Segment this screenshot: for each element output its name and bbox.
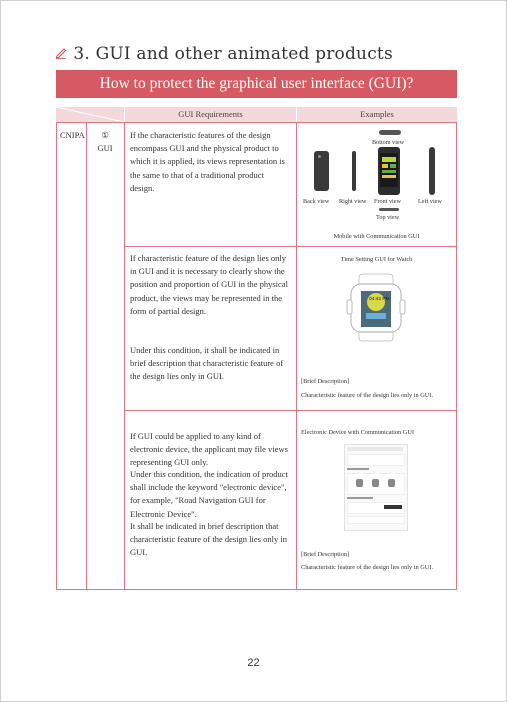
page-number: 22 [247,657,260,669]
rule [456,122,457,590]
rule [56,122,457,123]
requirement-3a: If GUI could be applied to any kind of electronic device, the applicant may file views representing GUI only. [130,431,288,468]
section-heading [55,44,393,64]
header-requirements: GUI Requirements [125,107,296,122]
front-view-label: Front view [374,198,401,205]
gui-panel [347,473,405,495]
gui-panel [347,516,405,524]
office-label: CNIPA [60,130,85,140]
watch-time: 04:42 PM [369,297,390,302]
screen-tile [382,157,396,162]
gui-icon [388,479,395,487]
screen-tile [382,164,388,168]
header-corner [56,107,124,122]
phone-screen [380,153,398,187]
screen-tile [390,164,396,168]
item-number: ① [101,130,109,140]
left-view-label: Left view [418,198,442,205]
rule [56,122,57,590]
section-title: GUI and other animated products [95,44,393,64]
rule [296,122,297,590]
pen-icon [55,48,71,63]
top-view-image [379,208,399,211]
right-view-image [352,151,356,191]
gui-button [384,505,402,509]
left-view-image [429,147,435,195]
bottom-view-image [379,130,401,135]
requirement-3b: Under this condition, the indication of product shall include the keyword "electronic device", for example, "Road Navigation GUI for Electronic Device". [130,469,288,519]
back-view-image [314,151,329,191]
brief-text-3: Characteristic feature of the design lies only in GUI. [301,564,434,571]
gui-icon [356,479,363,487]
header-examples: Examples [297,107,457,122]
rule [56,589,457,590]
brief-label-3: [Brief Description] [301,551,350,558]
bottom-view-label: Bottom view [372,139,405,146]
back-view-label: Back view [303,198,330,205]
camera-icon [318,155,321,158]
question-banner: How to protect the graphical user interface (GUI)? [56,70,457,98]
device-gui-figure [344,444,408,531]
requirement-2b: Under this condition, it shall be indicated in brief description that characteristic feature of the design lies only in GUI. [130,345,284,382]
section-number: 3. [73,44,90,64]
screen-tile [382,175,396,178]
requirement-3c: It shall be indicated in brief description that characteristic feature of the design lies only in GUI. [130,521,287,558]
rule [124,246,457,247]
gui-panel [347,502,405,514]
gui-line [347,497,373,499]
gui-line [347,468,369,470]
gui-icon [372,479,379,487]
right-view-label: Right view [339,198,367,205]
requirement-2a: If characteristic feature of the design lies only in GUI and it is necessary to clearly show the position and proportion of GUI in the physical product, the views may be represented in the form of partial design. [130,253,288,316]
example-3-title: Electronic Device with Communication GUI [301,429,414,436]
example-1-title: Mobile with Communication GUI [333,233,420,240]
rule [124,410,457,411]
top-view-label: Top view [376,214,400,221]
screen-tile [382,170,396,173]
rule [86,122,87,590]
gui-table [56,107,457,590]
brief-label-2: [Brief Description] [301,378,350,385]
item-label: GUI [97,143,113,153]
rule [124,122,125,590]
requirement-1: If the characteristic features of the design encompass GUI and the physical product to which it is applied, its views representation is the same to that of a traditional product design. [130,130,285,193]
gui-bar [347,447,403,451]
brief-text-2: Characteristic feature of the design lies only in GUI. [301,392,434,399]
example-2-title: Time Setting GUI for Watch [340,256,413,263]
gui-panel [347,454,405,466]
